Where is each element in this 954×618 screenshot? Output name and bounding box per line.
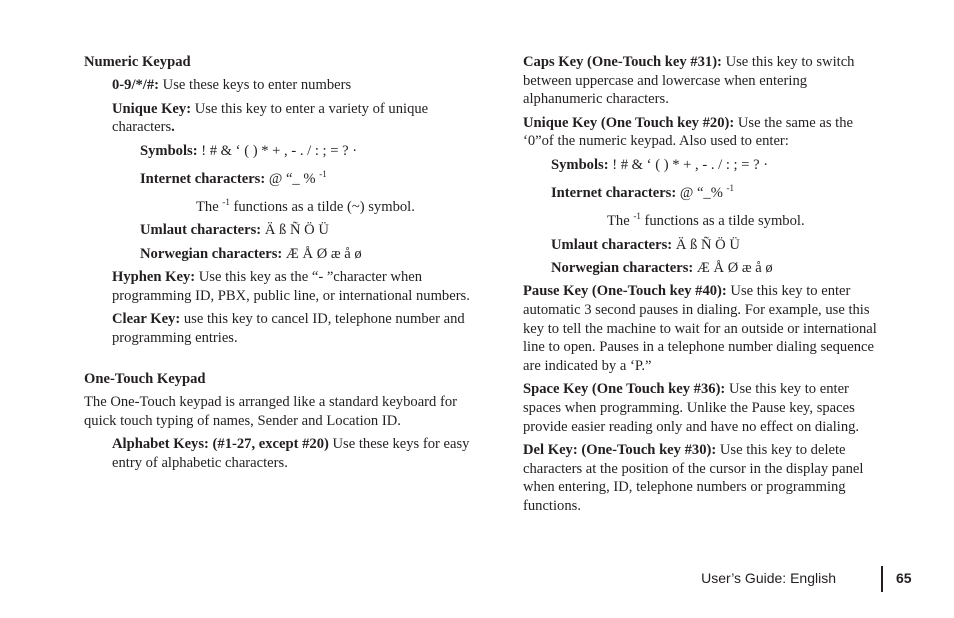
umlaut-characters-entry-right xyxy=(523,236,885,255)
norwegian-characters-entry-right xyxy=(523,259,885,278)
unique-key-entry xyxy=(84,100,474,137)
pause-key-entry xyxy=(523,282,885,376)
clear-key-label: Clear Key: xyxy=(112,311,181,328)
del-key-label: Del Key: (One-Touch key #30): xyxy=(523,442,717,458)
umlaut-characters-entry xyxy=(84,221,474,240)
page-number: 65 xyxy=(896,570,912,586)
norwegian-text-right: Æ Å Ø æ å ø xyxy=(693,259,773,276)
right-column xyxy=(523,53,885,520)
tilde-superscript: -1 xyxy=(222,197,230,208)
unique-key-20-entry xyxy=(523,114,885,151)
norwegian-characters-entry xyxy=(84,245,474,264)
internet-superscript: -1 xyxy=(319,168,327,179)
symbols-text-right: ! # & ‘ ( ) * + , - . / : ; = ? · xyxy=(608,156,769,173)
section-spacer xyxy=(84,352,474,370)
symbols-entry-right xyxy=(523,156,885,175)
umlaut-label-right: Umlaut characters: xyxy=(551,236,673,253)
symbols-label-right: Symbols: xyxy=(551,156,609,173)
digits-label: 0-9/*/#: xyxy=(112,77,160,94)
hyphen-key-entry xyxy=(84,268,474,305)
digits-entry xyxy=(84,76,474,95)
hyphen-key-label: Hyphen Key: xyxy=(112,269,196,286)
symbols-text: ! # & ‘ ( ) * + , - . / : ; = ? · xyxy=(197,142,358,159)
page-footer xyxy=(700,566,920,592)
internet-label-right: Internet characters: xyxy=(551,185,677,201)
one-touch-keypad-heading: One-Touch Keypad xyxy=(84,371,206,388)
tilde-post-right: functions as a tilde symbol. xyxy=(640,213,805,230)
unique-key-label: Unique Key: xyxy=(112,100,192,117)
caps-key-text: Use this key to switch between uppercase and lowercase when entering alphanumeric characters. xyxy=(523,54,855,108)
del-key-text: Use this key to delete characters at the position of the cursor in the display panel when entering, ID, telephone numbers or programming functions. xyxy=(523,442,864,515)
one-touch-intro: The One-Touch keypad is arranged like a standard keyboard for quick touch typing of names, Sender and Location ID. xyxy=(84,394,457,430)
pause-key-label: Pause Key (One-Touch key #40): xyxy=(523,283,727,300)
alphabet-keys-label: Alphabet Keys: (#1-27, except #20) xyxy=(112,436,329,453)
hyphen-key-text: Use this key as the “- ”character when programming ID, PBX, public line, or international numbers. xyxy=(112,269,470,304)
digits-text: Use these keys to enter numbers xyxy=(159,77,352,94)
tilde-superscript-right: -1 xyxy=(633,211,641,222)
space-key-label: Space Key (One Touch key #36): xyxy=(523,381,726,398)
internet-text: @ “_ % xyxy=(265,170,316,187)
tilde-pre: The xyxy=(196,199,223,216)
norwegian-label: Norwegian characters: xyxy=(140,245,283,262)
umlaut-text: Ä ß Ñ Ö Ü xyxy=(261,222,329,239)
norwegian-label-right: Norwegian characters: xyxy=(551,259,694,276)
footer-guide-label: User’s Guide: English xyxy=(701,570,836,586)
alphabet-keys-text: Use these keys for easy entry of alphabetic characters. xyxy=(112,436,470,472)
tilde-post: functions as a tilde (~) symbol. xyxy=(229,199,415,216)
tilde-note xyxy=(84,193,474,217)
alphabet-keys-entry xyxy=(84,435,474,472)
space-key-text: Use this key to enter spaces when programming. Unlike the Pause key, spaces provide easier reading only and have no effect on dialing. xyxy=(523,381,860,435)
umlaut-label: Umlaut characters: xyxy=(140,222,262,239)
clear-key-text: use this key to cancel ID, telephone number and programming entries. xyxy=(112,311,465,346)
tilde-pre-right: The xyxy=(607,213,634,230)
umlaut-text-right: Ä ß Ñ Ö Ü xyxy=(672,236,740,253)
symbols-label: Symbols: xyxy=(140,142,198,159)
internet-characters-entry-right xyxy=(523,179,885,203)
pause-key-text: Use this key to enter automatic 3 second pauses in dialing. For example, use this key to tell the machine to wait for an outside or international line to open. Pauses in a telephone number dialing sequence are indicated by a ‘P.” xyxy=(523,283,877,374)
clear-key-entry xyxy=(84,310,474,347)
footer-divider xyxy=(881,566,883,592)
internet-superscript-right: -1 xyxy=(726,183,735,193)
numeric-keypad-heading: Numeric Keypad xyxy=(84,54,191,70)
left-column xyxy=(84,53,474,477)
del-key-entry xyxy=(523,441,885,516)
caps-key-label: Caps Key (One-Touch key #31): xyxy=(523,54,722,70)
unique-key-period: . xyxy=(171,119,175,136)
caps-key-entry xyxy=(523,53,885,109)
space-key-entry xyxy=(523,380,885,436)
internet-characters-entry xyxy=(84,165,474,189)
tilde-note-right xyxy=(523,207,885,231)
unique-key-20-label: Unique Key (One Touch key #20): xyxy=(523,114,735,131)
unique-key-text: Use this key to enter a variety of unique characters xyxy=(112,100,429,136)
internet-text-right: @ “_% xyxy=(676,185,723,201)
internet-label: Internet characters: xyxy=(140,170,266,187)
symbols-entry xyxy=(84,142,474,161)
norwegian-text: Æ Å Ø æ å ø xyxy=(282,245,362,262)
unique-key-20-text: Use the same as the ‘0”of the numeric keypad. Also used to enter: xyxy=(523,114,853,150)
